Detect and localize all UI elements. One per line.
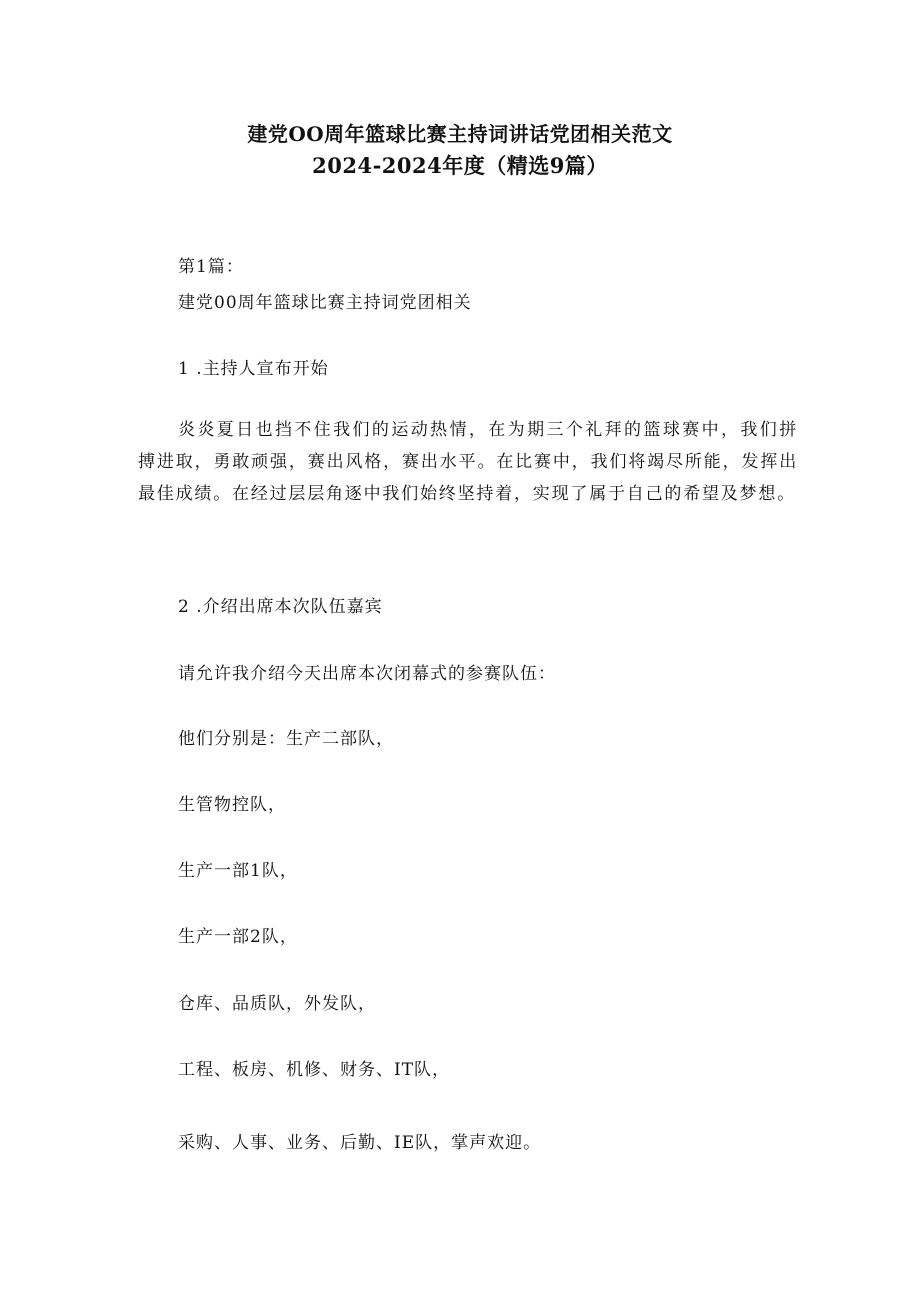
team-list-item: 工程、板房、机修、财务、IT队， xyxy=(178,1060,451,1080)
document-subtitle-years: 2024-2024年度（精选9篇） xyxy=(312,153,608,178)
document-title: 建党OO周年篮球比赛主持词讲话党团相关范文 xyxy=(247,122,673,146)
item-2-heading: 2 .介绍出席本次队伍嘉宾 xyxy=(178,597,383,617)
team-list-item: 生产一部2队， xyxy=(178,927,298,947)
team-list-item: 生管物控队， xyxy=(178,795,286,815)
section-heading: 第1篇： xyxy=(178,257,244,277)
team-list-item: 仓库、品质队，外发队， xyxy=(178,994,376,1014)
section-subtitle: 建党00周年篮球比赛主持词党团相关 xyxy=(178,293,472,313)
intro-line: 请允许我介绍今天出席本次闭幕式的参赛队伍： xyxy=(178,664,556,684)
team-list-item: 他们分别是：生产二部队， xyxy=(178,729,394,749)
team-list-item: 采购、人事、业务、后勤、IE队，掌声欢迎。 xyxy=(178,1133,542,1153)
item-1-heading: 1 .主持人宣布开始 xyxy=(178,359,329,379)
team-list-item: 生产一部1队， xyxy=(178,861,298,881)
item-1-paragraph: 炎炎夏日也挡不住我们的运动热情，在为期三个礼拜的篮球赛中，我们拼搏进取，勇敢顽强，赛出风格，赛出水平。在比赛中，我们将竭尽所能，发挥出最佳成绩。在经过层层角逐中我们始终坚持着，实现了属于自己的希望及梦想。 xyxy=(138,420,798,504)
